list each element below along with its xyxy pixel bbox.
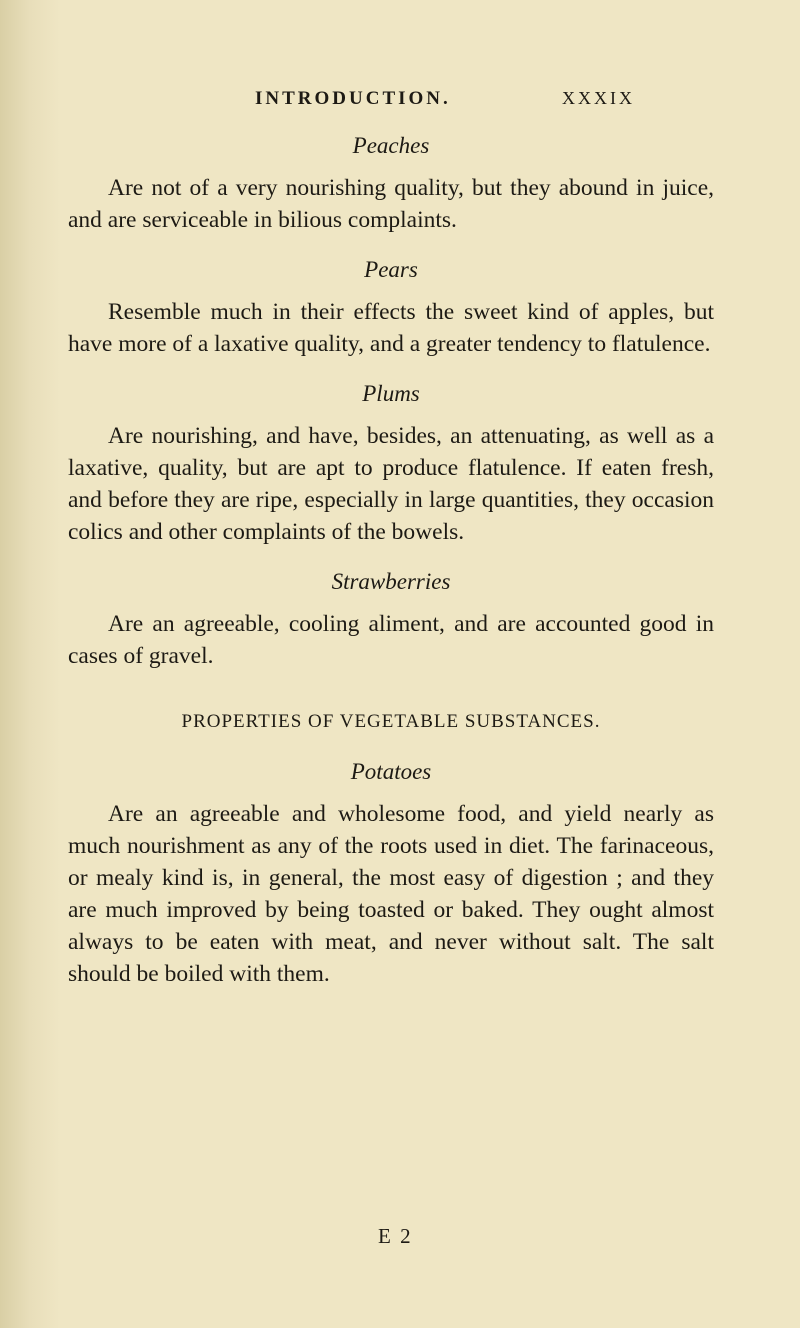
part-heading: PROPERTIES OF VEGETABLE SUBSTANCES. [181, 711, 601, 732]
paragraph: Are not of a very nourishing quality, but they abound in juice, and are serviceable in bilious complaints. [68, 175, 714, 233]
entry-potatoes [68, 756, 714, 990]
paragraph: Resemble much in their effects the sweet kind of apples, but have more of a laxative quality, and a greater tendency to flatulence. [68, 299, 714, 357]
paragraph: Are nourishing, and have, besides, an attenuating, as well as a laxative, quality, but are apt to produce flatulence. If eaten fresh, and before they are ripe, especially in large quantities, they occasion colics and other complaints of the bowels. [68, 423, 714, 545]
page-body [68, 130, 714, 1008]
entry-peaches [68, 130, 714, 236]
running-title: INTRODUCTION. [255, 88, 451, 109]
running-head [0, 88, 800, 116]
section-heading: Plums [362, 381, 420, 406]
section-heading: Peaches [352, 133, 430, 158]
section-heading: Strawberries [331, 569, 451, 594]
paragraph: Are an agreeable, cooling aliment, and are accounted good in cases of gravel. [68, 611, 714, 669]
entry-pears [68, 254, 714, 360]
paragraph: Are an agreeable and wholesome food, and yield nearly as much nourishment as any of the roots used in diet. The farinaceous, or mealy kind is, in general, the most easy of digestion ; and they are much improved by being toasted or baked. They ought almost always to be eaten with meat, and never without salt. The salt should be boiled with them. [68, 801, 714, 987]
entry-strawberries [68, 566, 714, 672]
signature-mark: E 2 [378, 1224, 413, 1248]
section-heading: Pears [364, 257, 418, 282]
entry-plums [68, 378, 714, 548]
section-heading: Potatoes [350, 759, 432, 784]
page-number: XXXIX [562, 88, 635, 108]
